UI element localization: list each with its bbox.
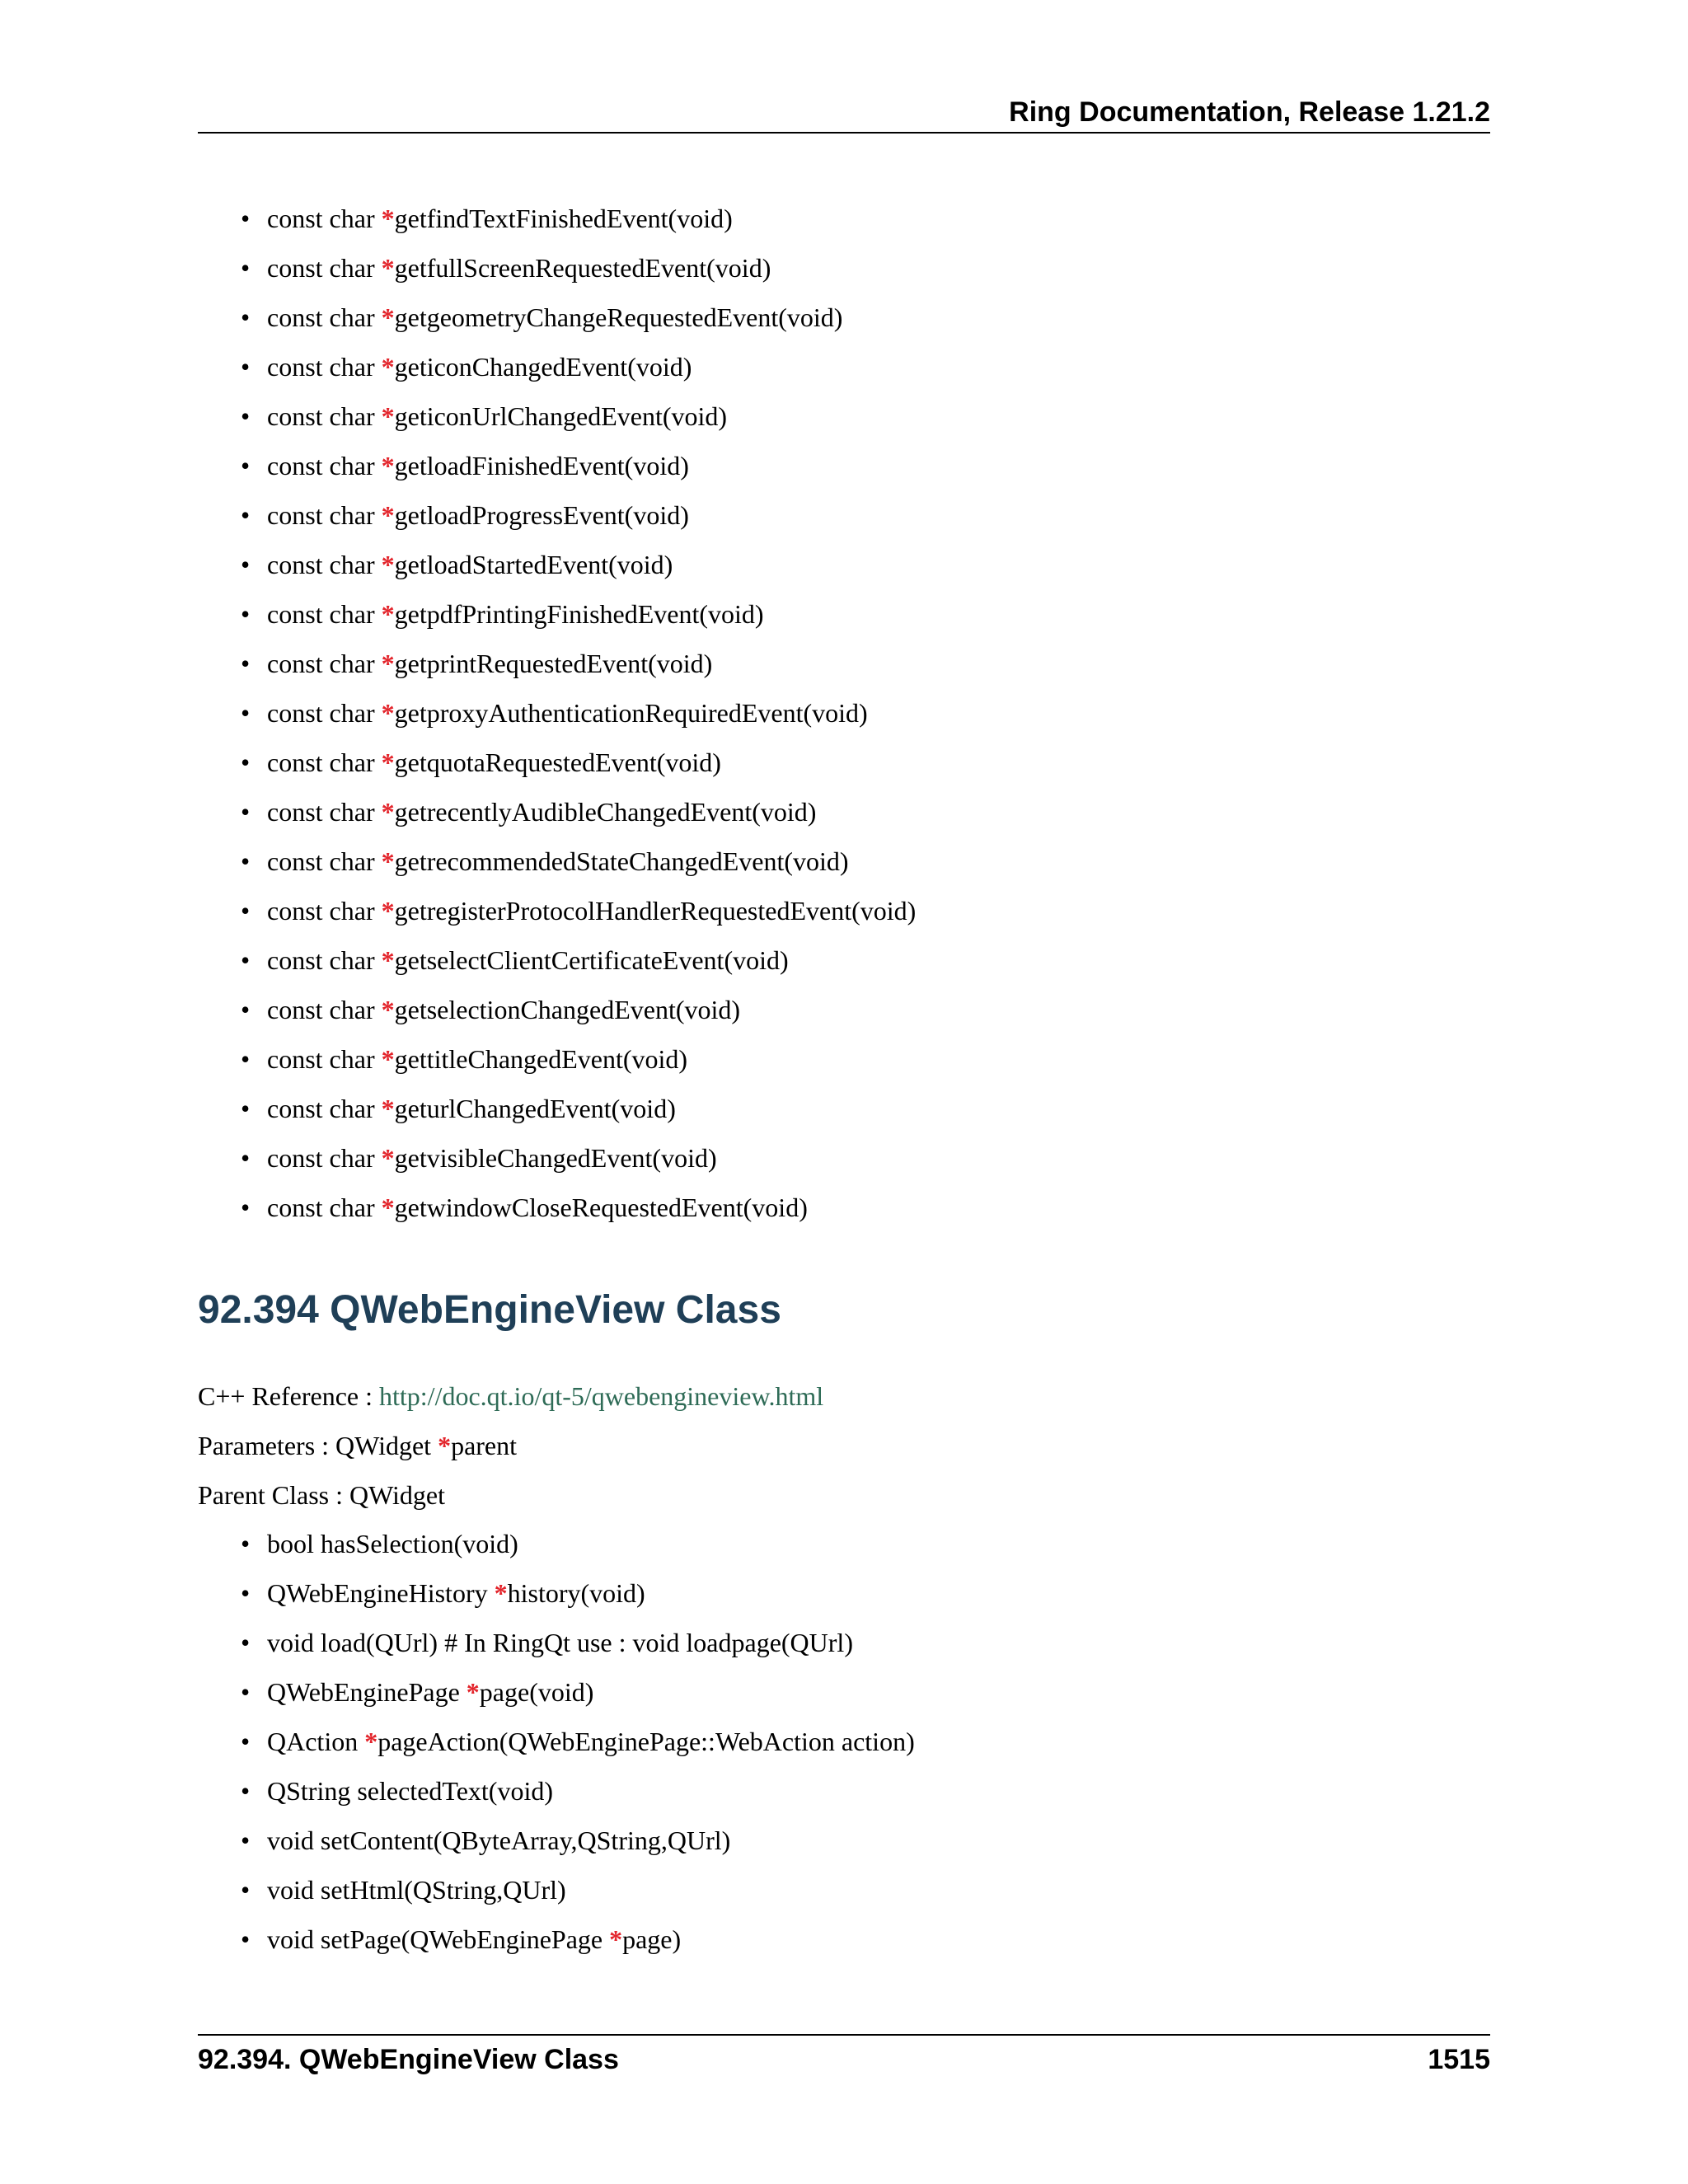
pointer-star: *: [381, 599, 395, 629]
bullet-icon: •: [241, 401, 251, 431]
item-name: getrecentlyAudibleChangedEvent(void): [394, 797, 817, 827]
parameters-label: Parameters : QWidget: [198, 1431, 438, 1460]
cpp-reference-link[interactable]: http://doc.qt.io/qt-5/qwebengineview.html: [379, 1381, 824, 1411]
pointer-star: *: [364, 1727, 378, 1756]
section-title: 92.394 QWebEngineView Class: [198, 1288, 781, 1332]
parameters-line: [198, 1426, 517, 1465]
pointer-star: *: [494, 1578, 508, 1608]
bullet-icon: •: [241, 846, 251, 876]
bullet-icon: •: [241, 1727, 251, 1756]
list-item: [241, 342, 1477, 391]
list-item: [241, 1519, 1477, 1568]
bullet-icon: •: [241, 1578, 251, 1608]
item-prefix: bool hasSelection(void): [267, 1529, 518, 1558]
item-prefix: const char: [267, 896, 382, 926]
parameters-name: parent: [451, 1431, 518, 1460]
cpp-reference-line: [198, 1376, 823, 1416]
bullet-icon: •: [241, 1044, 251, 1074]
item-name: getselectClientCertificateEvent(void): [394, 945, 789, 975]
pointer-star: *: [381, 1094, 395, 1123]
pointer-star: *: [381, 1044, 395, 1074]
list-item: [241, 1618, 1477, 1667]
page-header: [198, 92, 1490, 134]
list-item: [241, 1568, 1477, 1618]
item-prefix: const char: [267, 352, 382, 382]
pointer-star: *: [381, 500, 395, 530]
bullet-icon: •: [241, 649, 251, 678]
item-name: getregisterProtocolHandlerRequestedEvent(void): [394, 896, 917, 926]
item-prefix: const char: [267, 748, 382, 777]
item-prefix: QWebEngineHistory: [267, 1578, 495, 1608]
header-title: Ring Documentation, Release 1.21.2: [1009, 96, 1490, 128]
footer-section-title: 92.394. QWebEngineView Class: [198, 2044, 619, 2075]
item-prefix: const char: [267, 1094, 382, 1123]
pointer-star: *: [381, 698, 395, 728]
item-prefix: QAction: [267, 1727, 365, 1756]
item-name: getloadFinishedEvent(void): [394, 451, 689, 480]
item-name: gettitleChangedEvent(void): [394, 1044, 688, 1074]
bullet-icon: •: [241, 302, 251, 332]
list-item: [241, 1816, 1477, 1865]
cpp-reference-label: C++ Reference :: [198, 1381, 379, 1411]
pointer-star: *: [381, 846, 395, 876]
item-prefix: const char: [267, 500, 382, 530]
item-name: getloadProgressEvent(void): [394, 500, 689, 530]
item-prefix: const char: [267, 797, 382, 827]
item-prefix: const char: [267, 1193, 382, 1222]
item-prefix: const char: [267, 995, 382, 1024]
item-prefix: const char: [267, 945, 382, 975]
pointer-star: *: [381, 797, 395, 827]
pointer-star: *: [381, 995, 395, 1024]
item-prefix: void setHtml(QString,QUrl): [267, 1875, 566, 1905]
list-item: [241, 243, 1477, 293]
list-item: [241, 1717, 1477, 1766]
bullet-icon: •: [241, 1875, 251, 1905]
list-item: [241, 639, 1477, 688]
bullet-icon: •: [241, 1529, 251, 1558]
item-name: getquotaRequestedEvent(void): [394, 748, 721, 777]
item-name: getfullScreenRequestedEvent(void): [394, 253, 771, 283]
pointer-star: *: [438, 1431, 452, 1460]
bullet-icon: •: [241, 451, 251, 480]
list-item: [241, 1865, 1477, 1915]
events-list: [241, 194, 1477, 1232]
list-item: [241, 1766, 1477, 1816]
item-prefix: const char: [267, 1044, 382, 1074]
pointer-star: *: [381, 302, 395, 332]
pointer-star: *: [381, 451, 395, 480]
item-name: getprintRequestedEvent(void): [394, 649, 713, 678]
item-prefix: const char: [267, 253, 382, 283]
bullet-icon: •: [241, 698, 251, 728]
item-prefix: QWebEnginePage: [267, 1677, 467, 1707]
pointer-star: *: [466, 1677, 480, 1707]
item-name: getselectionChangedEvent(void): [394, 995, 741, 1024]
list-item: [241, 1133, 1477, 1183]
item-prefix: const char: [267, 204, 382, 233]
item-prefix: const char: [267, 698, 382, 728]
item-prefix: void load(QUrl) # In RingQt use : void loadpage(QUrl): [267, 1628, 853, 1657]
bullet-icon: •: [241, 1628, 251, 1657]
item-name: getpdfPrintingFinishedEvent(void): [394, 599, 764, 629]
bullet-icon: •: [241, 1193, 251, 1222]
item-name: getrecommendedStateChangedEvent(void): [394, 846, 849, 876]
bullet-icon: •: [241, 599, 251, 629]
methods-list: [241, 1519, 1477, 1964]
list-item: [241, 787, 1477, 837]
item-prefix: const char: [267, 649, 382, 678]
pointer-star: *: [381, 401, 395, 431]
bullet-icon: •: [241, 1924, 251, 1954]
item-name: getgeometryChangeRequestedEvent(void): [394, 302, 843, 332]
list-item: [241, 589, 1477, 639]
list-item: [241, 194, 1477, 243]
bullet-icon: •: [241, 797, 251, 827]
bullet-icon: •: [241, 1143, 251, 1173]
pointer-star: *: [381, 352, 395, 382]
item-name: page): [622, 1924, 682, 1954]
item-prefix: const char: [267, 1143, 382, 1173]
list-item: [241, 1915, 1477, 1964]
list-item: [241, 293, 1477, 342]
list-item: [241, 1084, 1477, 1133]
bullet-icon: •: [241, 945, 251, 975]
pointer-star: *: [381, 649, 395, 678]
list-item: [241, 490, 1477, 540]
item-prefix: const char: [267, 846, 382, 876]
item-name: getloadStartedEvent(void): [394, 550, 673, 579]
pointer-star: *: [381, 204, 395, 233]
list-item: [241, 540, 1477, 589]
item-prefix: void setContent(QByteArray,QString,QUrl): [267, 1825, 731, 1855]
list-item: [241, 391, 1477, 441]
pointer-star: *: [381, 748, 395, 777]
list-item: [241, 1183, 1477, 1232]
item-name: getvisibleChangedEvent(void): [394, 1143, 717, 1173]
pointer-star: *: [381, 253, 395, 283]
item-prefix: const char: [267, 401, 382, 431]
item-name: getfindTextFinishedEvent(void): [394, 204, 733, 233]
pointer-star: *: [381, 1143, 395, 1173]
bullet-icon: •: [241, 1677, 251, 1707]
item-name: history(void): [507, 1578, 645, 1608]
list-item: [241, 738, 1477, 787]
bullet-icon: •: [241, 995, 251, 1024]
footer-rule: [198, 2034, 1490, 2036]
item-name: page(void): [479, 1677, 594, 1707]
pointer-star: *: [381, 945, 395, 975]
bullet-icon: •: [241, 253, 251, 283]
bullet-icon: •: [241, 896, 251, 926]
item-prefix: const char: [267, 550, 382, 579]
parent-class-line: Parent Class : QWidget: [198, 1480, 445, 1510]
item-prefix: const char: [267, 451, 382, 480]
pointer-star: *: [381, 896, 395, 926]
item-prefix: void setPage(QWebEnginePage: [267, 1924, 610, 1954]
bullet-icon: •: [241, 1094, 251, 1123]
bullet-icon: •: [241, 1825, 251, 1855]
bullet-icon: •: [241, 500, 251, 530]
list-item: [241, 935, 1477, 985]
item-prefix: const char: [267, 599, 382, 629]
list-item: [241, 1034, 1477, 1084]
list-item: [241, 441, 1477, 490]
bullet-icon: •: [241, 748, 251, 777]
item-name: geticonChangedEvent(void): [394, 352, 692, 382]
pointer-star: *: [381, 1193, 395, 1222]
list-item: [241, 1667, 1477, 1717]
page-number: 1515: [1428, 2044, 1490, 2075]
item-name: geturlChangedEvent(void): [394, 1094, 676, 1123]
item-name: getwindowCloseRequestedEvent(void): [394, 1193, 808, 1222]
bullet-icon: •: [241, 1776, 251, 1806]
list-item: [241, 837, 1477, 886]
bullet-icon: •: [241, 204, 251, 233]
item-name: geticonUrlChangedEvent(void): [394, 401, 728, 431]
item-prefix: QString selectedText(void): [267, 1776, 553, 1806]
list-item: [241, 985, 1477, 1034]
list-item: [241, 886, 1477, 935]
pointer-star: *: [609, 1924, 623, 1954]
pointer-star: *: [381, 550, 395, 579]
list-item: [241, 688, 1477, 738]
bullet-icon: •: [241, 550, 251, 579]
item-name: pageAction(QWebEnginePage::WebAction action): [377, 1727, 915, 1756]
item-name: getproxyAuthenticationRequiredEvent(void): [394, 698, 868, 728]
item-prefix: const char: [267, 302, 382, 332]
bullet-icon: •: [241, 352, 251, 382]
